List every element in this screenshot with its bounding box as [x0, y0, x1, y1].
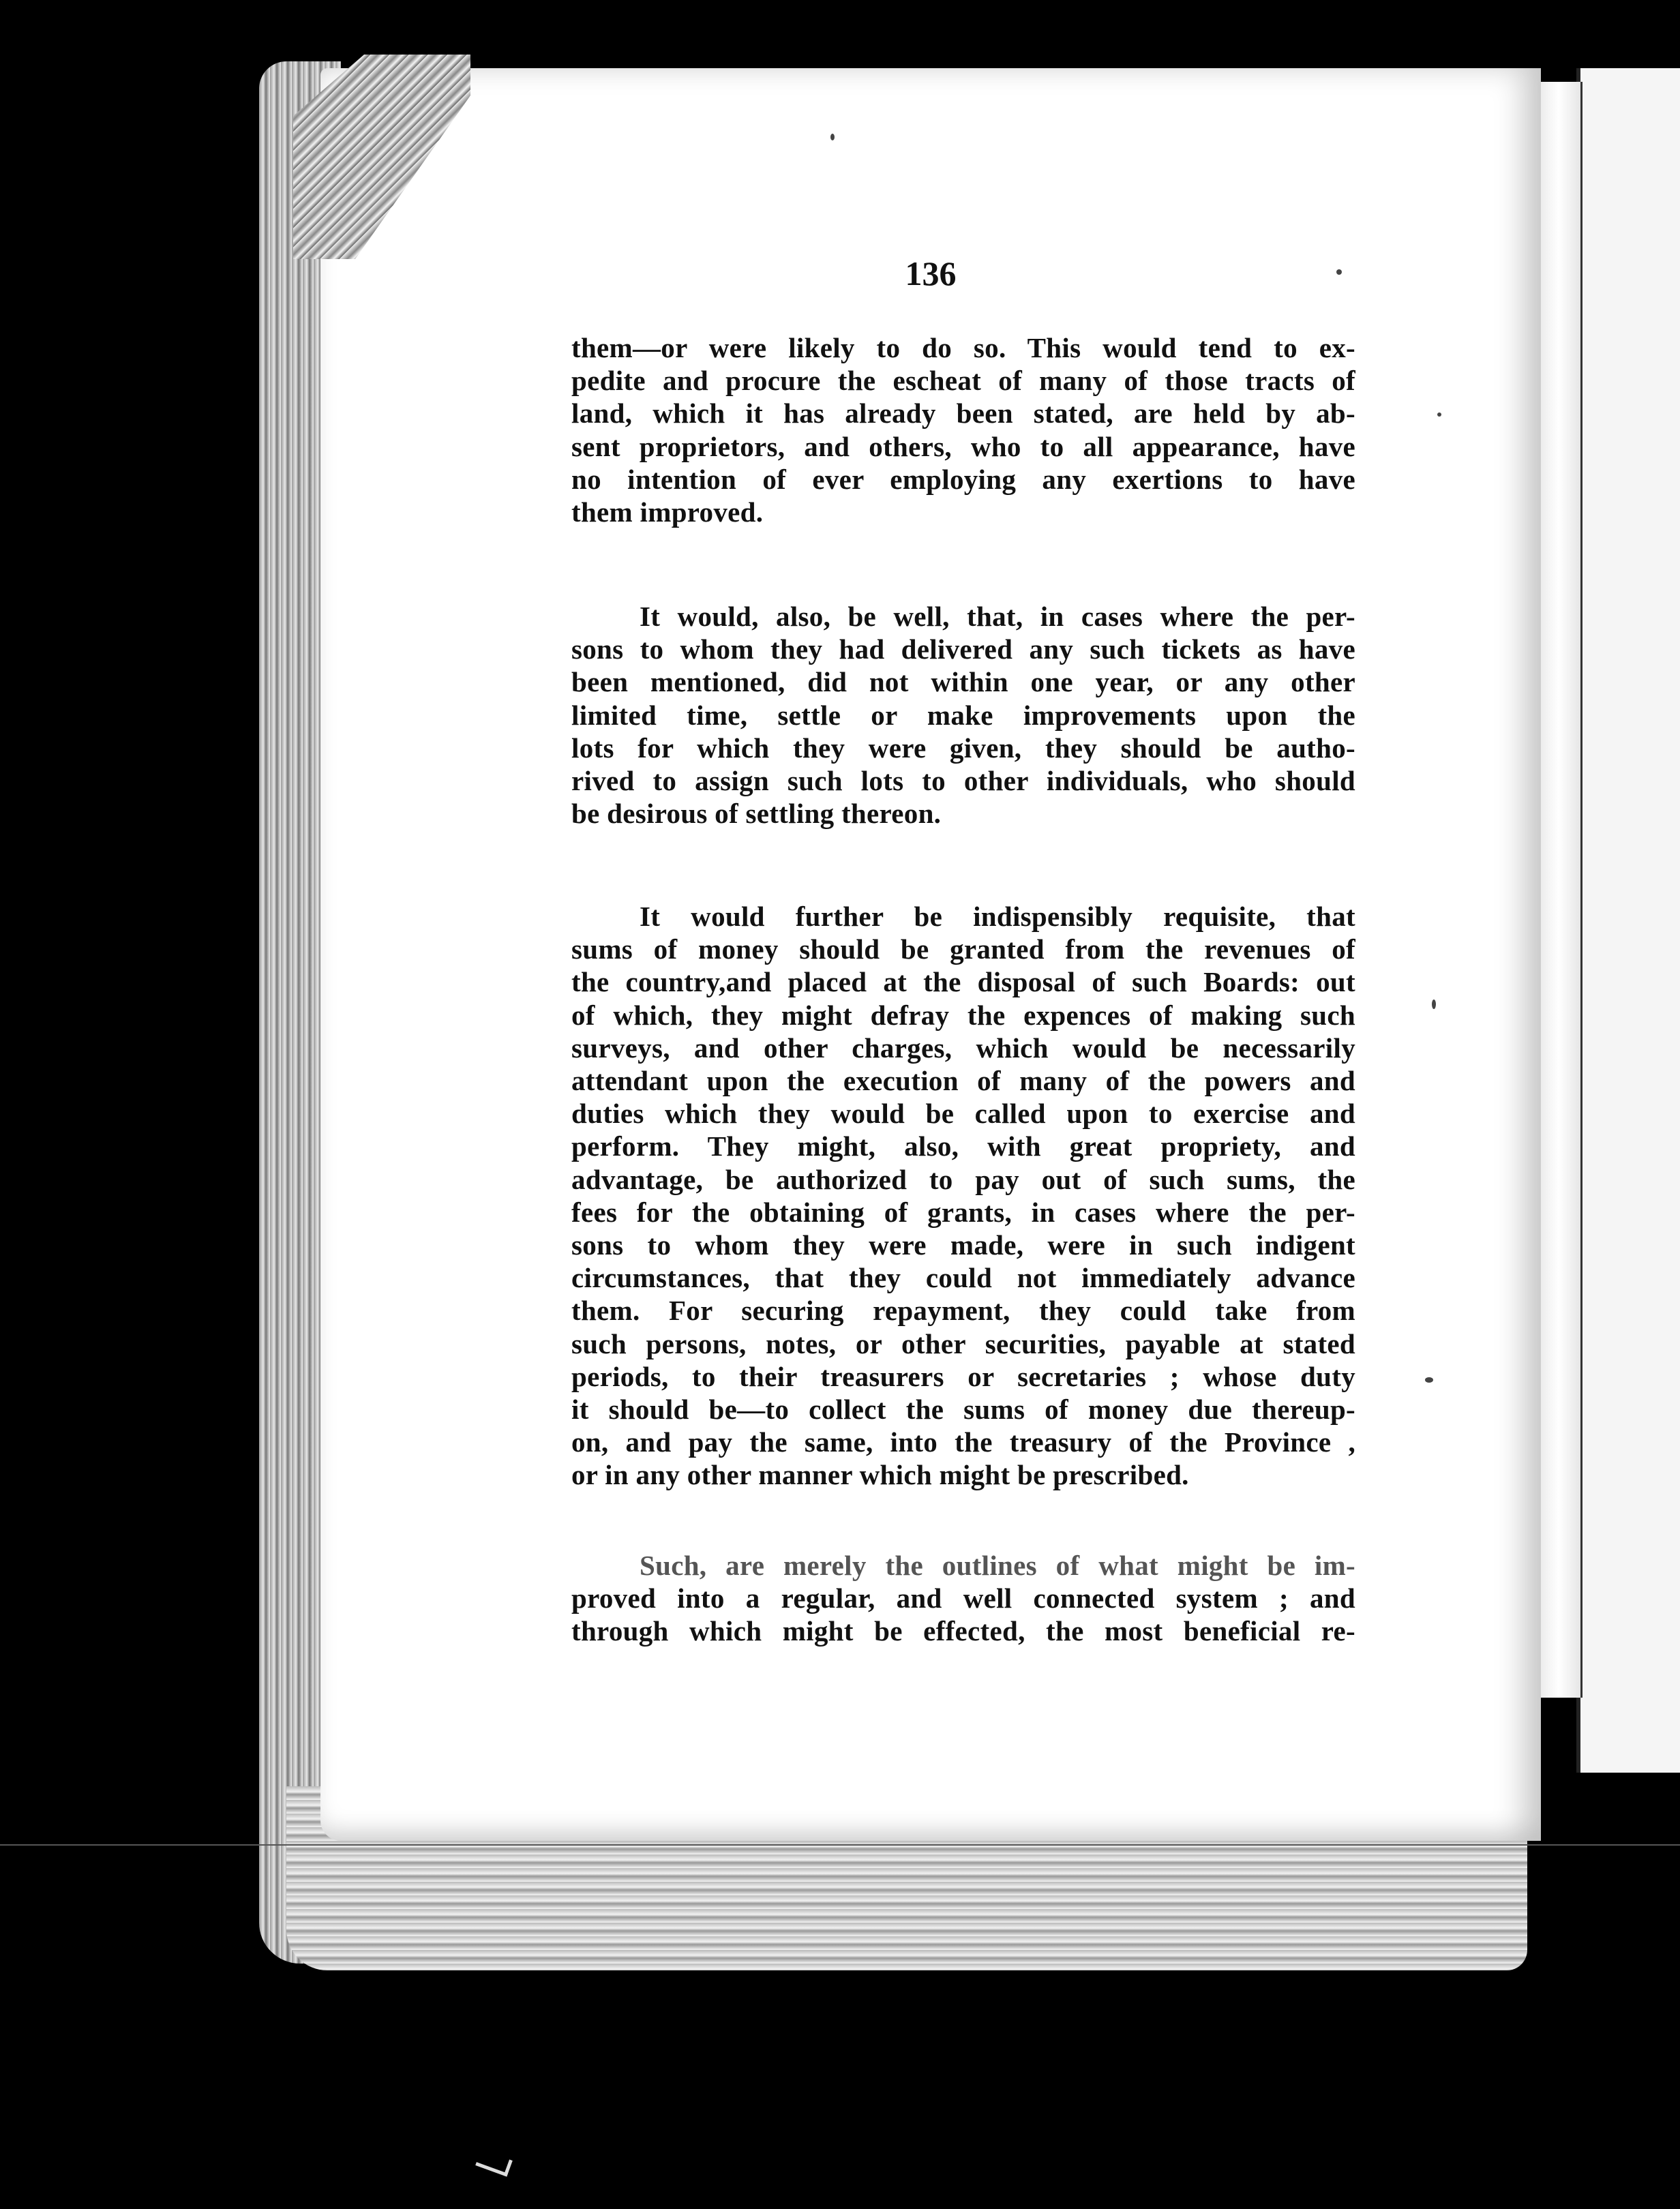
text-line: them. For securing repayment, they could take from	[571, 1295, 1355, 1327]
text-line: Such, are merely the outlines of what might be im-	[640, 1550, 1355, 1581]
text-line: the country,and placed at the disposal of such Boards: out	[571, 966, 1355, 998]
text-line: perform. They might, also, with great propriety, and	[571, 1130, 1355, 1162]
scan-artifact-line	[0, 1844, 1680, 1846]
adjacent-page	[1576, 68, 1680, 1773]
text-line: such persons, notes, or other securities, payable at stated	[571, 1327, 1355, 1359]
text-line: lots for which they were given, they should be autho-	[571, 732, 1355, 764]
text-line: surveys, and other charges, which would be necessarily	[571, 1032, 1355, 1064]
text-line: or in any other manner which might be prescribed.	[571, 1459, 1189, 1491]
text-line: pedite and procure the escheat of many of those tracts of	[571, 365, 1355, 397]
paragraph-3	[571, 900, 1355, 1492]
scan-mark	[475, 2149, 513, 2176]
page-number: 136	[905, 254, 957, 292]
text-line: rived to assign such lots to other individuals, who should	[571, 765, 1355, 797]
paragraph-4	[571, 1549, 1355, 1648]
text-line: advantage, be authorized to pay out of such sums, the	[571, 1163, 1355, 1195]
text-line: circumstances, that they could not immediately advance	[571, 1262, 1355, 1294]
text-line: through which might be effected, the most beneficial re-	[571, 1615, 1355, 1647]
ink-speck	[1425, 1377, 1433, 1383]
text-line: attendant upon the execution of many of the powers and	[571, 1065, 1355, 1097]
ink-speck	[1336, 269, 1342, 275]
text-line: duties which they would be called upon to exercise and	[571, 1098, 1355, 1130]
text-line: sums of money should be granted from the revenues of	[571, 933, 1355, 965]
ink-speck	[1437, 412, 1441, 417]
text-line: them improved.	[571, 496, 764, 528]
text-line: limited time, settle or make improvements upon the	[571, 699, 1355, 731]
text-line: on, and pay the same, into the treasury of the Province ,	[571, 1426, 1355, 1458]
paragraph-1	[571, 331, 1355, 528]
text-line: periods, to their treasurers or secretaries ; whose duty	[571, 1360, 1355, 1392]
text-line: proved into a regular, and well connected system ; and	[571, 1582, 1355, 1614]
ink-speck	[1432, 1000, 1436, 1009]
text-line: It would further be indispensibly requisite, that	[640, 901, 1355, 932]
ink-speck	[830, 134, 835, 140]
text-line: fees for the obtaining of grants, in cases where the per-	[571, 1196, 1355, 1228]
text-line: no intention of ever employing any exertions to have	[571, 463, 1355, 495]
paragraph-2	[571, 600, 1355, 830]
text-line: sons to whom they had delivered any such tickets as have	[571, 633, 1355, 665]
text-line: been mentioned, did not within one year, or any other	[571, 666, 1355, 698]
text-line: It would, also, be well, that, in cases where the per-	[640, 601, 1355, 632]
text-line: of which, they might defray the expences of making such	[571, 999, 1355, 1031]
text-line: be desirous of settling thereon.	[571, 798, 942, 830]
text-line: sent proprietors, and others, who to all appearance, have	[571, 430, 1355, 462]
text-line: land, which it has already been stated, are held by ab-	[571, 397, 1355, 430]
text-line: them—or were likely to do so. This would tend to ex-	[571, 332, 1355, 363]
text-line: sons to whom they were made, were in such indigent	[571, 1229, 1355, 1261]
text-line: it should be—to collect the sums of money due thereup-	[571, 1394, 1355, 1426]
